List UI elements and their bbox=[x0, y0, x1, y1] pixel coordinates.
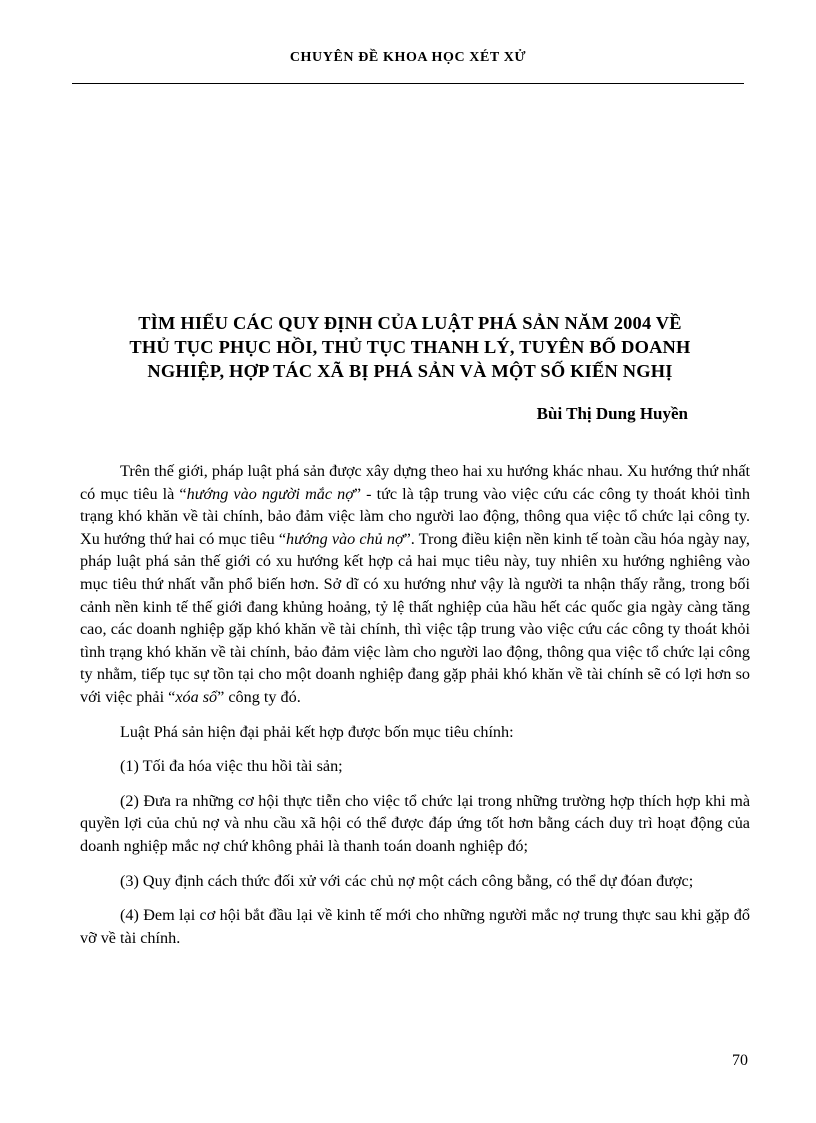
article-title bbox=[60, 311, 760, 383]
paragraph-goals-intro: Luật Phá sản hiện đại phải kết hợp được bốn mục tiêu chính: bbox=[120, 722, 514, 741]
intro-emphasis-liquidate: xóa sổ bbox=[175, 687, 218, 706]
title-line-1: TÌM HIỂU CÁC QUY ĐỊNH CỦA LUẬT PHÁ SẢN NĂM 2004 VỀ bbox=[138, 313, 682, 333]
intro-text-c: ”. Trong điều kiện nền kinh tế toàn cầu hóa ngày nay, pháp luật phá sản thế giới có xu hướng kết hợp cả hai mục tiêu này, tuy nhiên xu hướng nghiêng vào mục tiêu thứ nhất vẫn phổ biến hơn. Sở dĩ có xu hướng như vậy là người ta nhận thấy rằng, trong bối cảnh nền kinh tế thế giới đang khủng hoảng, tỷ lệ thất nghiệp của hầu hết các quốc gia ngày càng tăng cao, các doanh nghiệp gặp khó khăn về tài chính, thì việc tập trung vào việc cứu các công ty thoát khỏi tình trạng khó khăn về tài chính, bảo đảm việc làm cho người lao động, thông qua việc tổ chức lại công ty nhằm, tiếp tục sự tồn tại cho một doanh nghiệp đang gặp phải khó khăn về tài chính sẽ có lợi hơn so với việc phải “ bbox=[80, 529, 750, 706]
intro-text-b: ” - tức là tập trung vào việc cứu các công ty thoát khỏi tình trạng khó khăn về tài chính, bảo đảm việc làm cho người lao động, thông qua việc tổ chức lại công ty. Xu hướng thứ hai có mục tiêu “ bbox=[80, 484, 750, 548]
running-header: CHUYÊN ĐỀ KHOA HỌC XÉT XỬ bbox=[289, 50, 527, 65]
paragraph-intro bbox=[80, 460, 750, 709]
goal-item-2: (2) Đưa ra những cơ hội thực tiễn cho việc tổ chức lại trong những trường hợp thích hợp khi mà quyền lợi của chủ nợ và nhu cầu xã hội có thể được đáp ứng tốt hơn bằng cách duy trì hoạt động của doanh nghiệp mắc nợ chứ không phải là thanh toán doanh nghiệp đó; bbox=[80, 791, 750, 855]
goal-item-3: (3) Quy định cách thức đối xử với các chủ nợ một cách công bằng, có thể dự đóan được; bbox=[120, 871, 694, 890]
article-body bbox=[80, 460, 750, 961]
goal-item-1: (1) Tối đa hóa việc thu hồi tài sản; bbox=[120, 757, 343, 776]
intro-text-a: Trên thế giới, pháp luật phá sản được xây dựng theo hai xu hướng khác nhau. Xu hướng thứ nhất có mục tiêu là “ bbox=[80, 462, 750, 503]
title-line-3: NGHIỆP, HỢP TÁC XÃ BỊ PHÁ SẢN VÀ MỘT SỐ KIẾN NGHỊ bbox=[147, 361, 673, 381]
goal-item-4: (4) Đem lại cơ hội bắt đầu lại về kinh tế mới cho những người mắc nợ trung thực sau khi gặp đổ vỡ về tài chính. bbox=[80, 906, 750, 947]
author-name: Bùi Thị Dung Huyền bbox=[536, 404, 688, 423]
intro-emphasis-creditor: hướng vào chủ nợ bbox=[286, 529, 404, 548]
page-number: 70 bbox=[732, 1052, 748, 1069]
header-divider bbox=[72, 83, 744, 84]
intro-text-d: ” công ty đó. bbox=[217, 687, 301, 706]
intro-emphasis-debtor: hướng vào người mắc nợ bbox=[186, 484, 354, 503]
title-line-2: THỦ TỤC PHỤC HỒI, THỦ TỤC THANH LÝ, TUYÊN BỐ DOANH bbox=[129, 337, 691, 357]
